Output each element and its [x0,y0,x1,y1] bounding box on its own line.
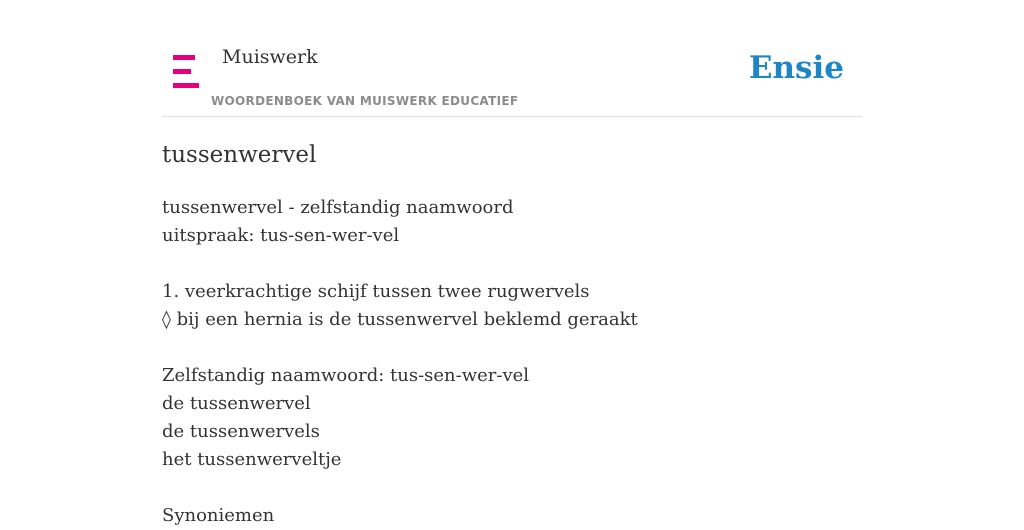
example-line: ◊ bij een hernia is de tussenwervel beklemd geraakt [162,309,638,330]
site-name[interactable]: Muiswerk [222,46,318,68]
entry-content [162,138,862,530]
form-diminutive: het tussenwerveltje [162,449,342,470]
site-header [162,0,862,117]
ensie-logo-link[interactable]: Ensie [748,50,844,86]
spacer [162,334,862,362]
logo-bar-top [173,55,195,60]
logo-bar-bottom [173,83,199,88]
site-subtitle: WOORDENBOEK VAN MUISWERK EDUCATIEF [211,94,519,108]
spacer [162,250,862,278]
definition-line: 1. veerkrachtige schijf tussen twee rugwervels [162,281,590,302]
entry-title: tussenwervel [162,142,317,168]
muiswerk-logo-icon[interactable] [173,55,199,88]
form-plural: de tussenwervels [162,421,320,442]
grammar-header: Zelfstandig naamwoord: tus-sen-wer-vel [162,365,530,386]
synonyms-header: Synoniemen [162,505,275,526]
spacer [162,474,862,502]
logo-bar-middle [173,69,191,74]
form-singular: de tussenwervel [162,393,311,414]
word-class-line: tussenwervel - zelfstandig naamwoord [162,197,514,218]
pronunciation-line: uitspraak: tus-sen-wer-vel [162,225,400,246]
